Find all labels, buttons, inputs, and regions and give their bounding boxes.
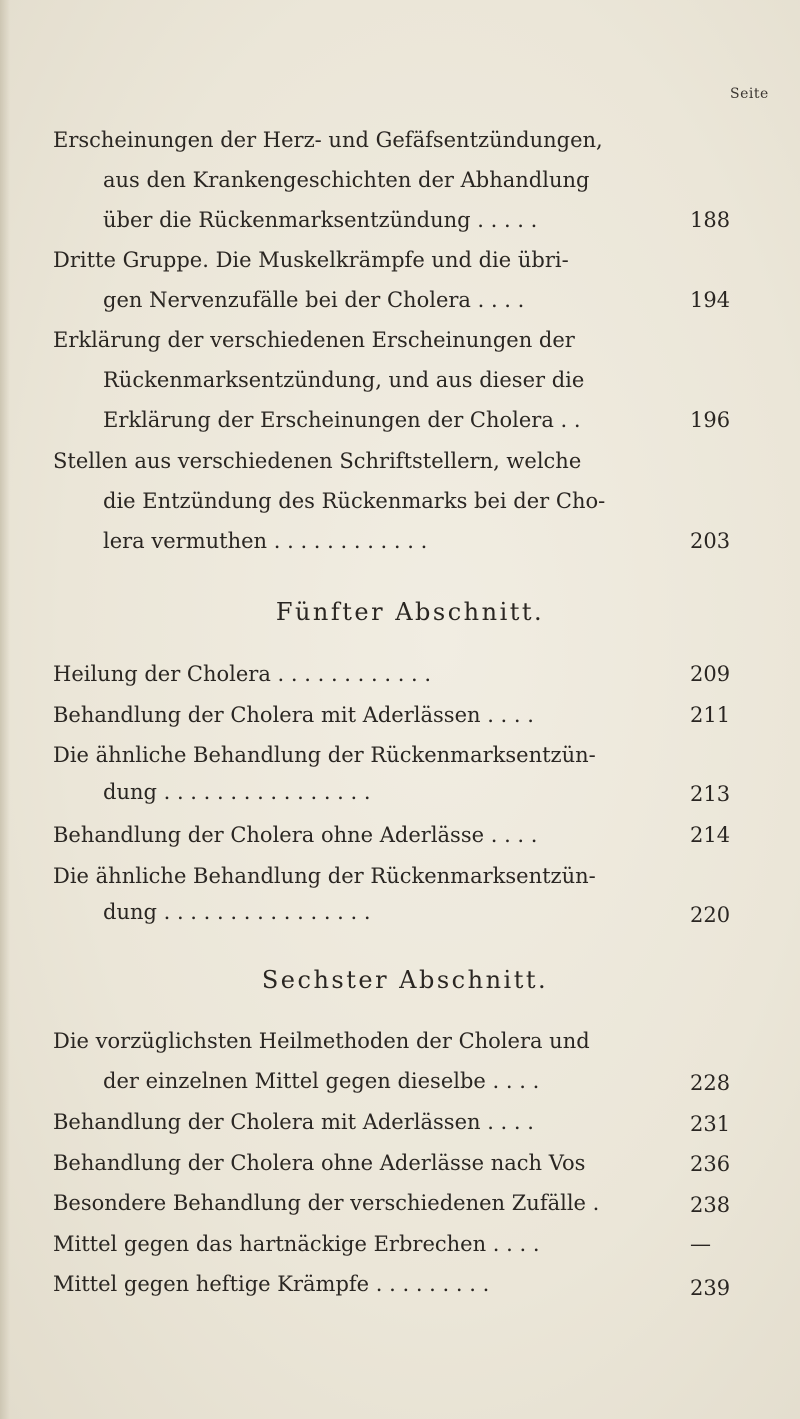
toc-entry-line: Mittel gegen heftige Krämpfe . . . . . . . . . (53, 1272, 490, 1296)
toc-entry-line: Behandlung der Cholera mit Aderlässen . . . . (53, 703, 534, 727)
toc-entry-line: die Entzündung des Rückenmarks bei der Cho- (103, 489, 606, 513)
page-header-label: Seite (730, 86, 769, 102)
toc-page-number: 236 (690, 1152, 731, 1176)
toc-entry-line: Die ähnliche Behandlung der Rückenmarksentzün- (53, 864, 596, 888)
toc-entry-line: dung . . . . . . . . . . . . . . . . (103, 900, 371, 924)
toc-page-number: 209 (690, 662, 731, 686)
toc-page-number: 194 (690, 288, 731, 312)
toc-page-number: — (690, 1232, 711, 1256)
toc-entry-line: über die Rückenmarksentzündung . . . . . (103, 208, 538, 232)
toc-entry-line: dung . . . . . . . . . . . . . . . . (103, 780, 371, 804)
toc-entry-line: Mittel gegen das hartnäckige Erbrechen . . . . (53, 1232, 540, 1256)
toc-entry-line: aus den Krankengeschichten der Abhandlung (103, 168, 590, 192)
toc-entry-line: Besondere Behandlung der verschiedenen Zufälle . (53, 1191, 600, 1215)
toc-page-number: 228 (690, 1071, 731, 1095)
toc-entry-line: der einzelnen Mittel gegen dieselbe . . . . (103, 1069, 540, 1093)
toc-page-number: 203 (690, 529, 731, 553)
toc-entry-line: lera vermuthen . . . . . . . . . . . . (103, 529, 428, 553)
toc-entry-line: Erklärung der verschiedenen Erscheinungen der (53, 328, 575, 352)
toc-entry-line: Die vorzüglichsten Heilmethoden der Cholera und (53, 1029, 590, 1053)
toc-entry-line: Dritte Gruppe. Die Muskelkrämpfe und die übri- (53, 248, 569, 272)
page-edge-shadow (0, 0, 10, 1419)
toc-entry-line: Heilung der Cholera . . . . . . . . . . . . (53, 662, 432, 686)
toc-page-number: 196 (690, 408, 731, 432)
toc-entry-line: Erscheinungen der Herz- und Gefäfsentzündungen, (53, 128, 603, 152)
toc-entry-line: Stellen aus verschiedenen Schriftstellern, welche (53, 449, 582, 473)
toc-page-number: 213 (690, 782, 731, 806)
toc-entry-line: Rückenmarksentzündung, und aus dieser die (103, 368, 585, 392)
toc-entry-line: Erklärung der Erscheinungen der Cholera . . (103, 408, 581, 432)
section-heading-5: Fünfter Abschnitt. (275, 598, 545, 626)
toc-entry-line: gen Nervenzufälle bei der Cholera . . . . (103, 288, 525, 312)
toc-page-number: 211 (690, 703, 731, 727)
toc-page-number: 220 (690, 903, 731, 927)
toc-page-number: 231 (690, 1112, 731, 1136)
toc-page-number: 188 (690, 208, 731, 232)
toc-page-number: 238 (690, 1193, 731, 1217)
toc-page-number: 214 (690, 823, 731, 847)
toc-page-number: 239 (690, 1276, 731, 1300)
toc-entry-line: Behandlung der Cholera ohne Aderlässe nach Vos (53, 1151, 586, 1175)
section-heading-6: Sechster Abschnitt. (261, 966, 549, 994)
toc-entry-line: Behandlung der Cholera ohne Aderlässe . . . . (53, 823, 538, 847)
toc-entry-line: Behandlung der Cholera mit Aderlässen . . . . (53, 1110, 534, 1134)
toc-entry-line: Die ähnliche Behandlung der Rückenmarksentzün- (53, 743, 596, 767)
